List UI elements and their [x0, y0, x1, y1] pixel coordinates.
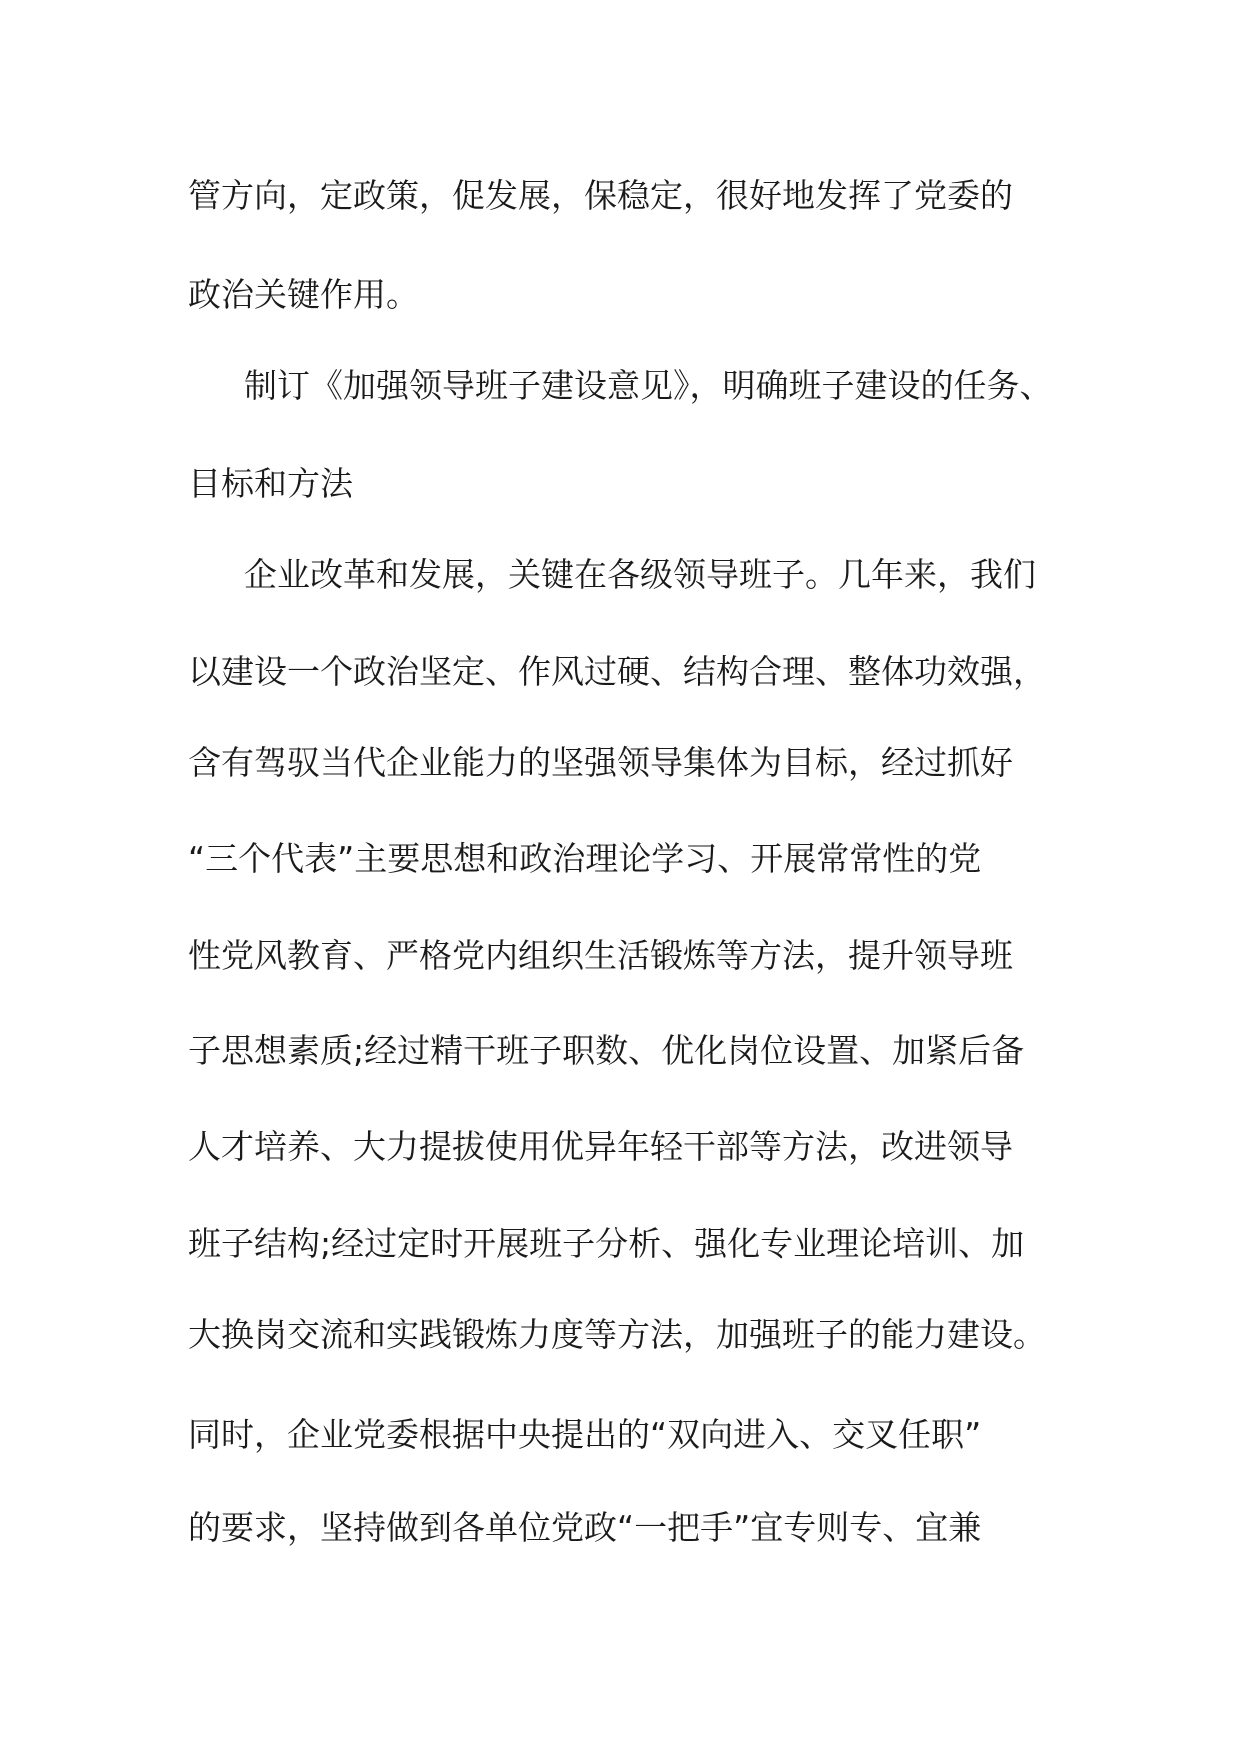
- text-line: 同时，企业党委根据中央提出的“双向进入、交叉任职”: [188, 1415, 982, 1454]
- text-line: “三个代表”主要思想和政治理论学习、开展常常性的党: [188, 839, 982, 878]
- text-line: 管方向，定政策，促发展，保稳定，很好地发挥了党委的: [188, 176, 1013, 215]
- text-line: 以建设一个政治坚定、作风过硬、结构合理、整体功效强，: [188, 652, 1046, 691]
- text-line: 大换岗交流和实践锻炼力度等方法，加强班子的能力建设。: [188, 1315, 1046, 1354]
- text-line: 的要求，坚持做到各单位党政“一把手”宜专则专、宜兼: [188, 1508, 982, 1547]
- text-line: 含有驾驭当代企业能力的坚强领导集体为目标，经过抓好: [188, 743, 1013, 782]
- text-line: 政治关键作用。: [188, 275, 419, 314]
- text-line: 企业改革和发展，关键在各级领导班子。几年来，我们: [244, 555, 1036, 594]
- text-line: 子思想素质;经过精干班子职数、优化岗位设置、加紧后备: [188, 1031, 1025, 1070]
- text-line: 人才培养、大力提拔使用优异年轻干部等方法，改进领导: [188, 1127, 1013, 1166]
- text-line: 班子结构;经过定时开展班子分析、强化专业理论培训、加: [188, 1224, 1025, 1263]
- heading-line: 目标和方法: [188, 464, 353, 503]
- text-line: 性党风教育、严格党内组织生活锻炼等方法，提升领导班: [188, 936, 1013, 975]
- heading-line: 制订《加强领导班子建设意见》，明确班子建设的任务、: [244, 366, 1053, 405]
